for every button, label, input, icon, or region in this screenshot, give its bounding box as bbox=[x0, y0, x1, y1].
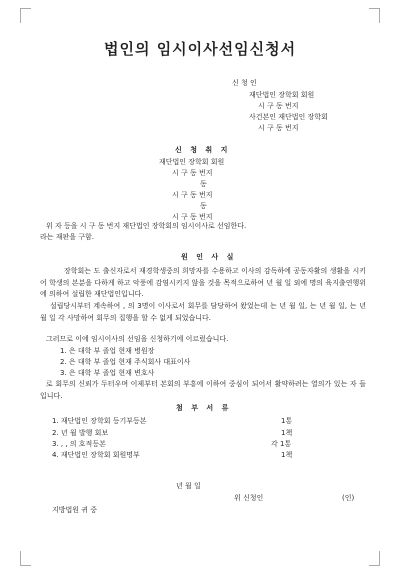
attachment-qty: 1책 bbox=[281, 429, 293, 437]
applicant-label: 신 청 인 bbox=[232, 79, 257, 87]
attachment-item: 4. 재단법인 장학회 회원명부 bbox=[52, 451, 140, 459]
purpose-line: 동 bbox=[200, 180, 207, 188]
applicant-line: 재단법인 장학회 회원 bbox=[249, 91, 315, 99]
candidate-item: 1. 은 대학 부 졸업 현재 병원장 bbox=[60, 347, 155, 355]
crop-mark bbox=[20, 551, 31, 566]
reasons-heading: 원 인 사 실 bbox=[181, 253, 237, 261]
applicant-line: 시 구 동 번지 bbox=[258, 124, 299, 132]
reasons-paragraph: 장학회는 도 출신자로서 재경학생중의 희망자를 수용하고 이사의 감독하에 공동자활의 생활을 시키어 학생의 본분을 다하게 하고 악풍에 감염시키지 않을 것을 목적으로하여 년 월 일 외에 명의 육지출연행위에 의하여 설립한 재단법인입니다. bbox=[40, 267, 366, 298]
reasons-paragraph: 로 회무의 신뢰가 두터우며 이제부터 본회의 부흥에 이하여 중심이 되어서 활약하려는 열의가 있는 자 들입니다. bbox=[40, 380, 366, 400]
court-addressee: 지방법원 귀 중 bbox=[52, 506, 98, 514]
applicant-line: 시 구 동 번지 bbox=[258, 102, 299, 110]
candidate-item: 3. 은 대학 부 졸업 현재 변호사 bbox=[60, 369, 155, 377]
crop-mark bbox=[369, 8, 380, 23]
purpose-line: 시 구 동 번지 bbox=[172, 191, 213, 199]
attachment-item: 2. 년 월 발행 회보 bbox=[52, 429, 109, 437]
candidate-item: 2. 은 대학 부 졸업 현재 주식회사 대표이사 bbox=[60, 358, 191, 366]
attachment-item: 3. , , 의 호적등본 bbox=[52, 440, 106, 448]
attachment-qty: 각 1통 bbox=[271, 440, 292, 448]
purpose-line: 시 구 동 번지 bbox=[172, 169, 213, 177]
attachments-heading: 첨 부 서 류 bbox=[176, 404, 232, 412]
attachment-item: 1. 재단법인 장학회 등기부등본 bbox=[52, 417, 147, 425]
purpose-line: 위 자 등을 시 구 동 번지 재단법인 장학회의 임시이사로 선임한다. bbox=[46, 222, 247, 230]
purpose-line: 동 bbox=[200, 202, 207, 210]
reasons-paragraph: 그러므로 이에 임시이사의 선임을 신청하기에 이르렀습니다. bbox=[46, 335, 229, 343]
attachment-qty: 1책 bbox=[281, 451, 293, 459]
attachment-qty: 1통 bbox=[281, 417, 293, 425]
crop-mark bbox=[369, 551, 380, 566]
filing-date: 년 월 일 bbox=[176, 482, 201, 490]
purpose-line: 라는 재판을 구함. bbox=[40, 233, 95, 241]
purpose-heading: 신 청 취 지 bbox=[175, 146, 231, 154]
reasons-paragraph: 설립당시부터 계속하여 , 의 3명이 이사로서 회무를 담당하여 왔었는데 는 년 월 일, 는 년 월 일, 는 년 월 일 각 사망하여 회무의 집행을 할 수 없게 되었습니다. bbox=[40, 302, 366, 322]
purpose-line: 재단법인 장학회 회원 bbox=[159, 158, 225, 166]
seal-mark: (인) bbox=[342, 494, 355, 502]
crop-mark bbox=[20, 8, 31, 23]
applicant-line: 사건본인 재단법인 장학회 bbox=[249, 113, 328, 121]
signer-label: 위 신청인 bbox=[234, 494, 264, 502]
document-title: 법인의 임시이사선임신청서 bbox=[104, 40, 297, 58]
purpose-line: 시 구 동 번지 bbox=[172, 213, 213, 221]
